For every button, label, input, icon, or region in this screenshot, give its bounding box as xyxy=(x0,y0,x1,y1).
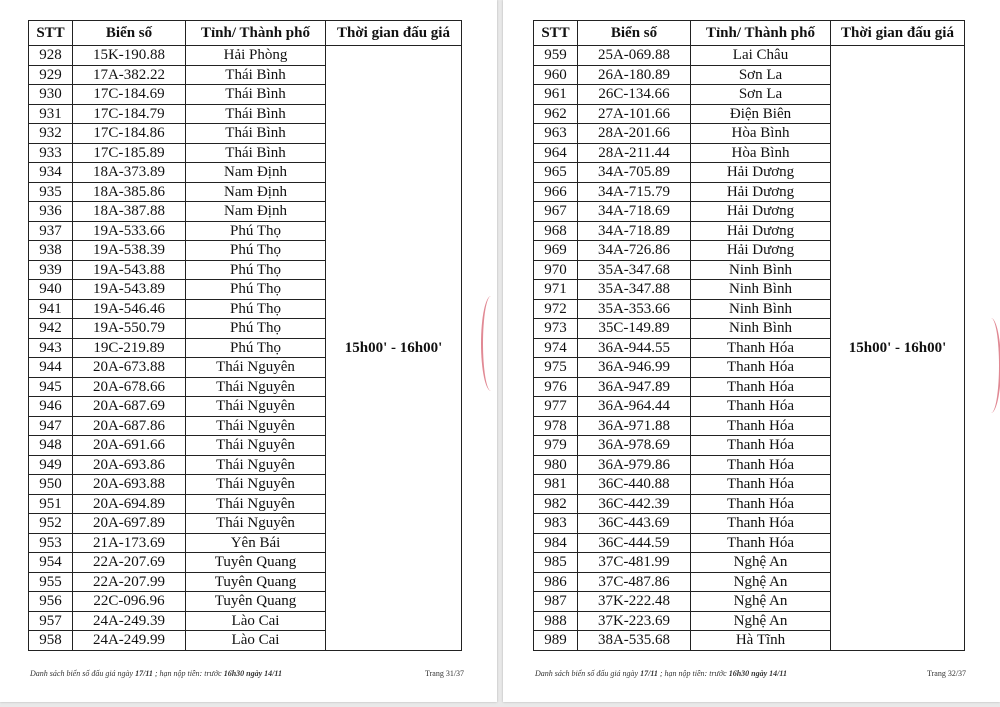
cell-stt: 987 xyxy=(534,592,578,612)
cell-plate: 34A-718.69 xyxy=(578,202,691,222)
table-body xyxy=(29,46,462,651)
cell-stt: 981 xyxy=(534,475,578,495)
cell-plate: 22A-207.99 xyxy=(73,572,186,592)
cell-plate: 20A-691.66 xyxy=(73,436,186,456)
cell-province: Hòa Bình xyxy=(691,143,831,163)
cell-province: Thái Nguyên xyxy=(186,494,326,514)
cell-plate: 35A-347.88 xyxy=(578,280,691,300)
cell-plate: 19A-550.79 xyxy=(73,319,186,339)
cell-province: Sơn La xyxy=(691,85,831,105)
cell-stt: 942 xyxy=(29,319,73,339)
header-province: Tỉnh/ Thành phố xyxy=(186,21,326,46)
cell-province: Thái Nguyên xyxy=(186,416,326,436)
cell-stt: 947 xyxy=(29,416,73,436)
cell-stt: 930 xyxy=(29,85,73,105)
cell-plate: 18A-373.89 xyxy=(73,163,186,183)
header-time: Thời gian đấu giá xyxy=(326,21,462,46)
table-body xyxy=(534,46,965,651)
cell-stt: 969 xyxy=(534,241,578,261)
cell-province: Phú Thọ xyxy=(186,299,326,319)
stamp-mark xyxy=(981,318,1000,413)
cell-stt: 959 xyxy=(534,46,578,66)
cell-plate: 37K-223.69 xyxy=(578,611,691,631)
cell-province: Ninh Bình xyxy=(691,299,831,319)
cell-province: Nam Định xyxy=(186,163,326,183)
plate-table xyxy=(533,20,965,651)
cell-stt: 967 xyxy=(534,202,578,222)
cell-province: Thanh Hóa xyxy=(691,514,831,534)
cell-province: Thái Nguyên xyxy=(186,514,326,534)
page-number: Trang 31/37 xyxy=(425,669,465,678)
cell-plate: 21A-173.69 xyxy=(73,533,186,553)
cell-province: Thanh Hóa xyxy=(691,358,831,378)
cell-stt: 938 xyxy=(29,241,73,261)
cell-stt: 943 xyxy=(29,338,73,358)
cell-plate: 19A-546.46 xyxy=(73,299,186,319)
cell-plate: 28A-211.44 xyxy=(578,143,691,163)
cell-stt: 989 xyxy=(534,631,578,651)
cell-stt: 956 xyxy=(29,592,73,612)
table-header-row xyxy=(534,21,965,46)
cell-province: Hải Dương xyxy=(691,241,831,261)
cell-stt: 962 xyxy=(534,104,578,124)
plate-table xyxy=(28,20,462,651)
table-header-row xyxy=(29,21,462,46)
header-stt: STT xyxy=(29,21,73,46)
cell-plate: 35A-353.66 xyxy=(578,299,691,319)
cell-province: Thái Nguyên xyxy=(186,436,326,456)
cell-stt: 941 xyxy=(29,299,73,319)
cell-stt: 939 xyxy=(29,260,73,280)
cell-province: Hải Phòng xyxy=(186,46,326,66)
cell-plate: 37C-481.99 xyxy=(578,553,691,573)
cell-stt: 970 xyxy=(534,260,578,280)
cell-province: Nam Định xyxy=(186,202,326,222)
cell-province: Ninh Bình xyxy=(691,280,831,300)
cell-stt: 984 xyxy=(534,533,578,553)
cell-stt: 951 xyxy=(29,494,73,514)
cell-stt: 949 xyxy=(29,455,73,475)
cell-plate: 20A-687.69 xyxy=(73,397,186,417)
cell-plate: 36A-971.88 xyxy=(578,416,691,436)
cell-province: Điện Biên xyxy=(691,104,831,124)
cell-province: Tuyên Quang xyxy=(186,553,326,573)
cell-province: Hà Tĩnh xyxy=(691,631,831,651)
cell-province: Thanh Hóa xyxy=(691,397,831,417)
cell-stt: 966 xyxy=(534,182,578,202)
cell-plate: 37K-222.48 xyxy=(578,592,691,612)
cell-stt: 948 xyxy=(29,436,73,456)
cell-province: Ninh Bình xyxy=(691,319,831,339)
cell-auction-time: 15h00' - 16h00' xyxy=(831,46,965,651)
cell-province: Thanh Hóa xyxy=(691,436,831,456)
cell-stt: 928 xyxy=(29,46,73,66)
cell-stt: 958 xyxy=(29,631,73,651)
page-number: Trang 32/37 xyxy=(927,669,967,678)
stamp-mark xyxy=(481,296,501,391)
cell-stt: 979 xyxy=(534,436,578,456)
cell-plate: 20A-687.86 xyxy=(73,416,186,436)
cell-stt: 980 xyxy=(534,455,578,475)
cell-province: Hải Dương xyxy=(691,202,831,222)
cell-plate: 22C-096.96 xyxy=(73,592,186,612)
cell-stt: 932 xyxy=(29,124,73,144)
cell-plate: 34A-718.89 xyxy=(578,221,691,241)
cell-plate: 19A-543.89 xyxy=(73,280,186,300)
header-time: Thời gian đấu giá xyxy=(831,21,965,46)
cell-plate: 19A-533.66 xyxy=(73,221,186,241)
footer-note: Danh sách biển số đấu giá ngày 17/11 ; hạn nộp tiền: trước 16h30 ngày 14/11 xyxy=(535,669,787,678)
cell-plate: 20A-697.89 xyxy=(73,514,186,534)
cell-province: Thanh Hóa xyxy=(691,416,831,436)
cell-province: Phú Thọ xyxy=(186,221,326,241)
cell-province: Yên Bái xyxy=(186,533,326,553)
cell-stt: 934 xyxy=(29,163,73,183)
cell-plate: 17C-184.86 xyxy=(73,124,186,144)
cell-province: Thái Bình xyxy=(186,65,326,85)
cell-province: Phú Thọ xyxy=(186,319,326,339)
cell-auction-time: 15h00' - 16h00' xyxy=(326,46,462,651)
cell-province: Lào Cai xyxy=(186,611,326,631)
cell-plate: 19C-219.89 xyxy=(73,338,186,358)
cell-stt: 954 xyxy=(29,553,73,573)
cell-plate: 20A-693.88 xyxy=(73,475,186,495)
cell-stt: 973 xyxy=(534,319,578,339)
cell-plate: 38A-535.68 xyxy=(578,631,691,651)
header-province: Tỉnh/ Thành phố xyxy=(691,21,831,46)
cell-stt: 955 xyxy=(29,572,73,592)
document-page-32 xyxy=(503,0,1000,702)
cell-province: Thái Nguyên xyxy=(186,397,326,417)
cell-province: Thái Nguyên xyxy=(186,475,326,495)
cell-stt: 945 xyxy=(29,377,73,397)
cell-province: Hòa Bình xyxy=(691,124,831,144)
cell-stt: 983 xyxy=(534,514,578,534)
cell-plate: 35A-347.68 xyxy=(578,260,691,280)
cell-province: Phú Thọ xyxy=(186,260,326,280)
cell-stt: 975 xyxy=(534,358,578,378)
cell-plate: 36C-444.59 xyxy=(578,533,691,553)
cell-province: Hải Dương xyxy=(691,182,831,202)
cell-plate: 17C-184.69 xyxy=(73,85,186,105)
header-plate: Biển số xyxy=(73,21,186,46)
cell-province: Thanh Hóa xyxy=(691,338,831,358)
cell-stt: 935 xyxy=(29,182,73,202)
cell-province: Lào Cai xyxy=(186,631,326,651)
cell-plate: 17C-185.89 xyxy=(73,143,186,163)
cell-plate: 17C-184.79 xyxy=(73,104,186,124)
cell-stt: 985 xyxy=(534,553,578,573)
cell-stt: 952 xyxy=(29,514,73,534)
table-row xyxy=(534,46,965,66)
cell-stt: 977 xyxy=(534,397,578,417)
cell-plate: 15K-190.88 xyxy=(73,46,186,66)
cell-plate: 17A-382.22 xyxy=(73,65,186,85)
cell-province: Nghệ An xyxy=(691,592,831,612)
cell-plate: 28A-201.66 xyxy=(578,124,691,144)
cell-province: Nam Định xyxy=(186,182,326,202)
cell-plate: 37C-487.86 xyxy=(578,572,691,592)
cell-province: Phú Thọ xyxy=(186,280,326,300)
header-stt: STT xyxy=(534,21,578,46)
cell-stt: 965 xyxy=(534,163,578,183)
cell-stt: 944 xyxy=(29,358,73,378)
cell-stt: 933 xyxy=(29,143,73,163)
cell-province: Thái Nguyên xyxy=(186,358,326,378)
cell-province: Sơn La xyxy=(691,65,831,85)
cell-province: Phú Thọ xyxy=(186,338,326,358)
cell-stt: 929 xyxy=(29,65,73,85)
cell-stt: 960 xyxy=(534,65,578,85)
document-page-31 xyxy=(0,0,497,702)
cell-plate: 24A-249.99 xyxy=(73,631,186,651)
cell-stt: 978 xyxy=(534,416,578,436)
cell-plate: 20A-694.89 xyxy=(73,494,186,514)
cell-plate: 19A-538.39 xyxy=(73,241,186,261)
cell-province: Thanh Hóa xyxy=(691,494,831,514)
cell-stt: 963 xyxy=(534,124,578,144)
header-plate: Biển số xyxy=(578,21,691,46)
cell-plate: 36A-947.89 xyxy=(578,377,691,397)
cell-province: Thái Bình xyxy=(186,104,326,124)
cell-plate: 27A-101.66 xyxy=(578,104,691,124)
cell-plate: 36A-964.44 xyxy=(578,397,691,417)
cell-stt: 950 xyxy=(29,475,73,495)
cell-stt: 961 xyxy=(534,85,578,105)
cell-plate: 35C-149.89 xyxy=(578,319,691,339)
cell-stt: 957 xyxy=(29,611,73,631)
cell-province: Phú Thọ xyxy=(186,241,326,261)
cell-plate: 26C-134.66 xyxy=(578,85,691,105)
cell-province: Thanh Hóa xyxy=(691,475,831,495)
cell-stt: 953 xyxy=(29,533,73,553)
cell-plate: 36A-978.69 xyxy=(578,436,691,456)
cell-plate: 24A-249.39 xyxy=(73,611,186,631)
cell-plate: 18A-385.86 xyxy=(73,182,186,202)
cell-province: Thanh Hóa xyxy=(691,455,831,475)
cell-stt: 936 xyxy=(29,202,73,222)
cell-province: Tuyên Quang xyxy=(186,572,326,592)
cell-province: Nghệ An xyxy=(691,553,831,573)
cell-province: Ninh Bình xyxy=(691,260,831,280)
cell-province: Nghệ An xyxy=(691,572,831,592)
cell-plate: 34A-726.86 xyxy=(578,241,691,261)
cell-plate: 36C-443.69 xyxy=(578,514,691,534)
cell-stt: 937 xyxy=(29,221,73,241)
cell-plate: 36C-440.88 xyxy=(578,475,691,495)
cell-province: Thanh Hóa xyxy=(691,533,831,553)
cell-province: Nghệ An xyxy=(691,611,831,631)
footer-note: Danh sách biển số đấu giá ngày 17/11 ; hạn nộp tiền: trước 16h30 ngày 14/11 xyxy=(30,669,282,678)
cell-plate: 26A-180.89 xyxy=(578,65,691,85)
cell-stt: 986 xyxy=(534,572,578,592)
cell-plate: 36A-946.99 xyxy=(578,358,691,378)
cell-plate: 34A-715.79 xyxy=(578,182,691,202)
cell-province: Thái Bình xyxy=(186,143,326,163)
cell-plate: 20A-678.66 xyxy=(73,377,186,397)
cell-province: Thái Nguyên xyxy=(186,455,326,475)
cell-plate: 36A-979.86 xyxy=(578,455,691,475)
cell-plate: 20A-673.88 xyxy=(73,358,186,378)
cell-plate: 36C-442.39 xyxy=(578,494,691,514)
cell-province: Thái Bình xyxy=(186,124,326,144)
cell-plate: 22A-207.69 xyxy=(73,553,186,573)
cell-province: Hải Dương xyxy=(691,163,831,183)
cell-stt: 982 xyxy=(534,494,578,514)
cell-plate: 18A-387.88 xyxy=(73,202,186,222)
cell-stt: 988 xyxy=(534,611,578,631)
cell-plate: 19A-543.88 xyxy=(73,260,186,280)
cell-plate: 25A-069.88 xyxy=(578,46,691,66)
cell-stt: 968 xyxy=(534,221,578,241)
cell-stt: 931 xyxy=(29,104,73,124)
cell-stt: 940 xyxy=(29,280,73,300)
cell-province: Thái Nguyên xyxy=(186,377,326,397)
cell-province: Thanh Hóa xyxy=(691,377,831,397)
table-row xyxy=(29,46,462,66)
cell-stt: 964 xyxy=(534,143,578,163)
cell-plate: 20A-693.86 xyxy=(73,455,186,475)
cell-plate: 36A-944.55 xyxy=(578,338,691,358)
cell-stt: 946 xyxy=(29,397,73,417)
cell-province: Hải Dương xyxy=(691,221,831,241)
cell-stt: 971 xyxy=(534,280,578,300)
cell-province: Lai Châu xyxy=(691,46,831,66)
cell-province: Thái Bình xyxy=(186,85,326,105)
cell-stt: 974 xyxy=(534,338,578,358)
cell-stt: 976 xyxy=(534,377,578,397)
cell-plate: 34A-705.89 xyxy=(578,163,691,183)
cell-stt: 972 xyxy=(534,299,578,319)
cell-province: Tuyên Quang xyxy=(186,592,326,612)
